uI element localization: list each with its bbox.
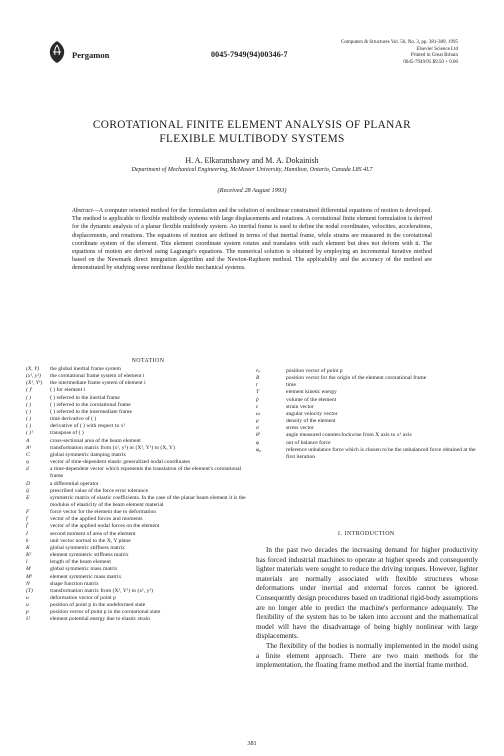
notation-definition: position vector for the origin of the element corotational frame	[286, 375, 427, 382]
notation-definition: time derivative of ( )	[50, 416, 97, 423]
notation-definition: global symmetric damping matrix	[50, 451, 126, 458]
notation-entry	[26, 581, 248, 588]
notation-symbol: φ	[256, 439, 260, 446]
notation-heading: NOTATION	[131, 358, 165, 364]
notation-symbol: D	[26, 480, 31, 487]
paragraph: In the past two decades the increasing demand for higher productivity has forced industrial machines to operate at higher speeds and consequently lighter materials were sought to reduce the driving torques. However, lighter materials are normally associated with flexible structures whose deformations under inertial and external forces cannot be ignored. Consequently design procedures based on traditional rigid-body assumptions are no longer able to predict the machine's performance adequately. The flexibility of the system has to be taken into account and the mathematical model will have the disadvantage of being highly nonlinear with large displacements.	[256, 546, 478, 641]
notation-definition: a time-dependent vector which represents the translation of the element's corotational frame	[50, 466, 242, 480]
journal-publisher: Elsevier Science Ltd	[416, 46, 458, 52]
notation-symbol: p	[26, 609, 29, 616]
notation-definition: element kinetic energy	[286, 389, 337, 396]
notation-symbol: ( )ᵀ	[26, 430, 34, 437]
notation-entry	[256, 418, 476, 425]
notation-entry	[26, 466, 248, 480]
notation-symbol: d	[26, 466, 29, 473]
journal-citation: Computers & Structures Vol. 56, No. 3, pp. 381-389, 1995	[341, 40, 458, 45]
notation-definition: deformation vector of point p	[50, 595, 116, 601]
notation-definition: prescribed value of the force error tolerance	[50, 487, 149, 494]
notation-definition: stress vector	[286, 425, 314, 432]
notation-entry	[26, 574, 248, 581]
notation-definition: force vector for the element due to deformation	[50, 509, 157, 516]
notation-symbol: u	[26, 595, 29, 601]
notation-definition: reference unbalance force which is chosen to be the unbalanced force obtained at the first iteration	[286, 446, 476, 460]
notation-symbol: t	[256, 382, 258, 389]
notation-entry	[256, 447, 476, 461]
abstract	[72, 207, 432, 273]
author-affiliation: Department of Mechanical Engineering, McMaster University, Hamilton, Ontario, Canada L8S 4L7	[131, 167, 373, 173]
notation-definition: global symmetric mass matrix	[50, 566, 118, 573]
journal-printed: Printed in Great Britain	[410, 53, 458, 59]
notation-entry	[26, 538, 248, 545]
notation-symbol: k	[26, 537, 29, 544]
notation-definition: position of point p in the undeformed state	[50, 602, 146, 609]
notation-entry	[256, 432, 476, 439]
notation-definition: ( ) referred to the inertial frame	[50, 394, 120, 401]
paper-authors: H. A. Elkaranshawy and M. A. Dokainish	[185, 156, 319, 165]
notation-symbol: U	[26, 616, 31, 623]
notation-entry	[26, 395, 248, 402]
notation-definition: vector of the applied nodal forces on the element	[50, 523, 160, 530]
notation-definition: symmetric matrix of elastic coefficients. In the case of the planar beam element it is the modulus of elasticity of the beam element material	[50, 494, 246, 508]
notation-definition: length of the beam element	[50, 559, 111, 566]
notation-list-left	[26, 366, 248, 624]
notation-entry	[256, 389, 476, 396]
notation-definition: ( ) for element i	[50, 387, 86, 394]
notation-symbol: I	[26, 530, 28, 537]
notation-entry	[26, 495, 248, 509]
notation-symbol: ρ	[256, 418, 259, 425]
notation-symbol: ε	[256, 403, 259, 410]
notation-symbol: q̄	[26, 487, 29, 494]
notation-definition: ( ) referred to the intermediate frame	[50, 408, 132, 415]
notation-definition: element potential energy due to elastic strain	[50, 616, 150, 623]
notation-symbol: (T)	[26, 587, 33, 594]
notation-definition: density of the element	[286, 418, 336, 425]
notation-definition: out of balance force	[286, 439, 331, 446]
notation-entry	[26, 430, 248, 437]
notation-symbol: σ	[256, 425, 259, 432]
page-number: 381	[247, 740, 257, 747]
notation-definition: derivative of ( ) with respect to x¹	[50, 423, 126, 430]
notation-symbol: M¹	[26, 573, 33, 580]
publisher-logo-icon	[46, 40, 68, 64]
title-line: COROTATIONAL FINITE ELEMENT ANALYSIS OF PLANAR	[92, 119, 412, 131]
abstract-label: Abstract	[72, 208, 93, 214]
notation-symbol: θⁱ	[256, 432, 260, 439]
notation-entry	[26, 588, 248, 595]
notation-entry	[26, 452, 248, 459]
notation-definition: a differential operator	[50, 480, 99, 487]
notation-entry	[256, 397, 476, 404]
notation-entry	[26, 445, 248, 452]
notation-symbol: M	[26, 566, 31, 573]
notation-symbol: C	[26, 451, 30, 458]
introduction-text	[256, 546, 478, 671]
notation-symbol: T	[256, 389, 260, 396]
notation-entry	[26, 523, 248, 530]
notation-symbol: rₚ	[256, 368, 261, 374]
notation-symbol: φ₀	[256, 446, 262, 453]
notation-symbol: (X, Y)	[26, 366, 40, 372]
notation-symbol: (x¹, y¹)	[26, 373, 41, 380]
notation-definition: position vector of point p	[286, 368, 343, 374]
notation-entry	[256, 375, 476, 382]
notation-symbol: f	[26, 516, 28, 523]
notation-definition: position vector of point p in the corotational state	[50, 609, 161, 616]
notation-entry	[26, 559, 248, 566]
notation-symbol: K¹	[26, 552, 32, 559]
notation-definition: the corotational frame system of element i	[50, 373, 145, 380]
notation-symbol: ( )	[26, 408, 32, 415]
notation-definition: element symmetric mass matrix	[50, 573, 122, 580]
notation-entry	[26, 616, 248, 623]
notation-symbol: K	[26, 544, 30, 551]
notation-symbol: R	[256, 375, 260, 382]
notation-symbol: F	[26, 509, 30, 516]
notation-symbol: ( )	[26, 416, 32, 423]
notation-definition: global symmetric stiffness matrix	[50, 544, 125, 551]
notation-symbol: ( )	[26, 401, 32, 408]
notation-entry	[26, 438, 248, 445]
notation-symbol: N	[26, 580, 30, 587]
section-heading: 1. INTRODUCTION	[337, 531, 395, 537]
notation-symbol: E	[26, 494, 30, 501]
notation-symbol: p̄	[256, 396, 259, 403]
journal-info	[308, 40, 458, 66]
publisher-name: Pergamon	[72, 50, 110, 60]
notation-definition: angle measured counterclockwise from X axis to x¹ axis	[286, 432, 412, 439]
notation-symbol: (X¹, Y¹)	[26, 380, 43, 387]
notation-entry	[26, 531, 248, 538]
notation-definition: vector of the applied forces and moments	[50, 516, 143, 523]
notation-symbol: ( )	[26, 394, 32, 401]
notation-entry	[26, 481, 248, 488]
notation-entry	[26, 488, 248, 495]
notation-symbol: A	[26, 437, 30, 444]
notation-symbol: u	[26, 602, 29, 609]
article-doi: 0045-7949(94)00346-7	[211, 50, 288, 59]
notation-entry	[256, 440, 476, 447]
notation-symbol: ω	[256, 410, 260, 417]
notation-definition: volume of the element	[286, 396, 337, 403]
notation-definition: transformation matrix from (X¹, Y¹) to (x¹, y¹)	[50, 587, 153, 594]
notation-entry	[256, 382, 476, 389]
notation-symbol: A¹	[26, 444, 32, 451]
notation-definition: vector of time-dependent elastic generalized nodal coordinates	[50, 459, 191, 466]
journal-issn: 0045-7949/95 $9.50 + 0.00	[403, 59, 458, 65]
notation-definition: shape function matrix	[50, 580, 99, 587]
title-line: FLEXIBLE MULTIBODY SYSTEMS	[159, 133, 345, 145]
notation-definition: unit vector normal to the X, Y plane	[50, 537, 131, 544]
notation-definition: transpose of ( )	[50, 430, 84, 437]
notation-entry	[256, 404, 476, 411]
paper-title	[40, 118, 464, 146]
notation-entry	[26, 609, 248, 616]
notation-list-right	[256, 368, 476, 461]
notation-definition: angular velocity vector	[286, 410, 338, 417]
notation-symbol: ( )	[26, 423, 32, 430]
notation-entry	[26, 566, 248, 573]
notation-symbol: ( )ⁱ	[26, 387, 33, 394]
notation-definition: cross-sectional area of the beam element	[50, 437, 141, 444]
notation-symbol: l	[26, 559, 28, 566]
abstract-text: —A computer oriented method for the formulation and the solution of nonlinear constrained differential equations of motion is developed. The method is applicable to flexible multibody systems with large displacements and rotations. A corotational finite element formulation is derived for the dynamic analysis of a planar flexible multibody system. An inertial frame is used to define the nodal coordinates, velocities, accelerations, displacements, and rotations. The equations of motion are defined in terms of that inertial frame, while strains are measured in the corotational coordinate system of the element. This element coordinate system rotates and translates with each element but does not deform with it. The equations of motion are derived using Lagrange's equations. The numerical solution is obtained by employing an incremental iterative method based on the Newmark direct integration algorithm and the Newton-Raphson method. The applicability and the accuracy of the method are demonstrated by studying some nonlinear flexible mechanical systems.	[72, 208, 432, 272]
notation-definition: ( ) referred to the corotational frame	[50, 401, 131, 408]
received-date: (Received 28 August 1993)	[217, 187, 287, 194]
notation-definition: the intermediate frame system of element i	[50, 380, 146, 387]
notation-definition: strain vector	[286, 403, 314, 410]
notation-definition: the global inertial frame system	[50, 366, 121, 372]
notation-definition: second moment of area of the element	[50, 530, 136, 537]
notation-entry	[26, 387, 248, 394]
notation-entry	[26, 402, 248, 409]
notation-symbol: q	[26, 459, 29, 466]
notation-definition: transformation matrix from (x¹, y¹) or (X¹, Y¹) to (X, Y)	[50, 444, 175, 451]
notation-definition: time	[286, 382, 296, 389]
notation-entry	[26, 545, 248, 552]
notation-definition: element symmetric stiffness matrix	[50, 552, 129, 559]
notation-symbol: f̄	[26, 523, 28, 530]
paragraph: The flexibility of the bodies is normally implemented in the model using a finite element approach. There are two main methods for the implementation, the floating frame method and the inertial frame method.	[256, 641, 478, 670]
